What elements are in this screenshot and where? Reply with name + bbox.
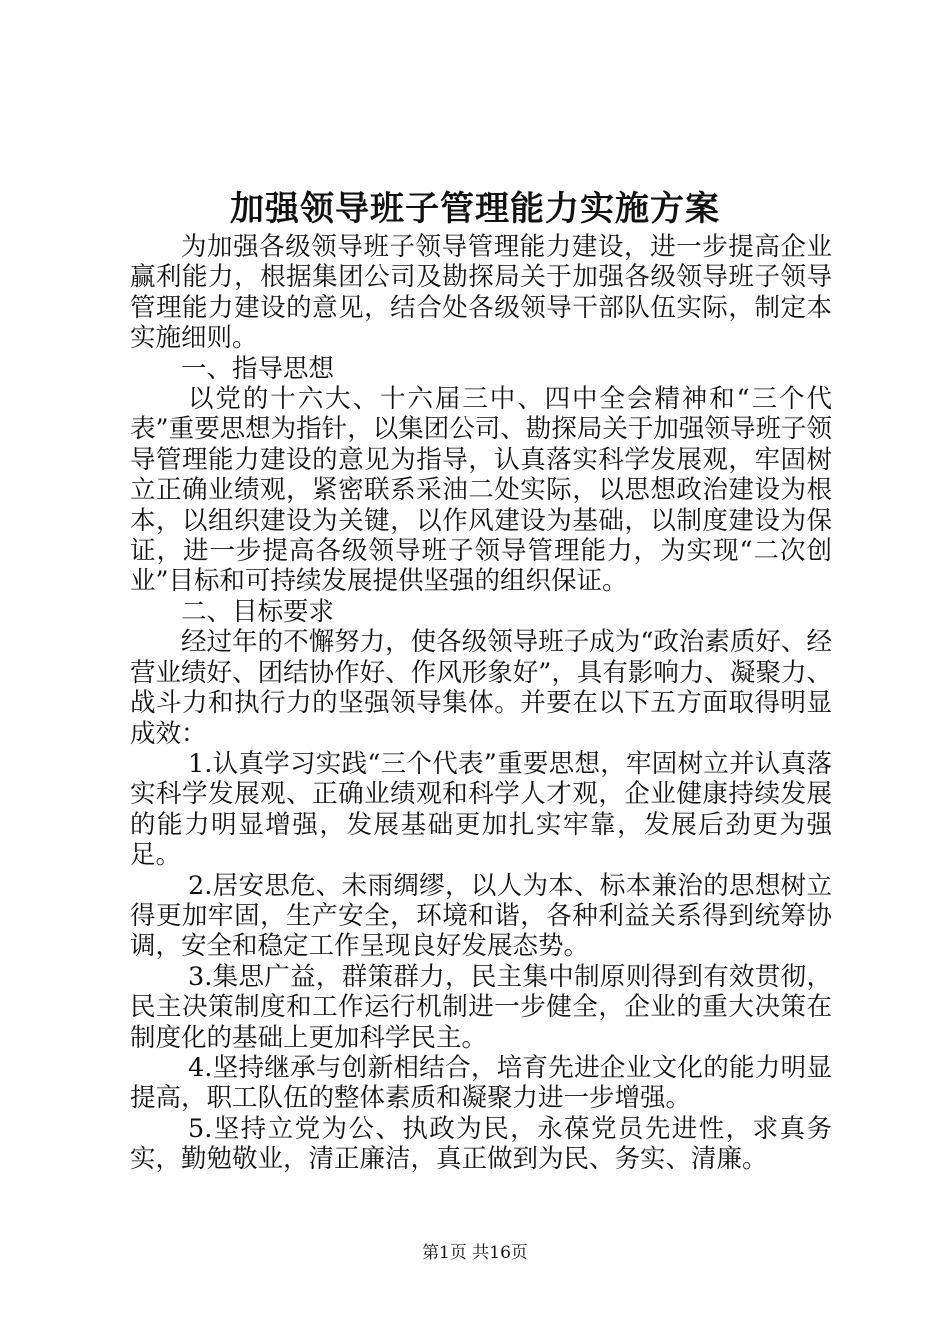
target-requirements-paragraph: 经过年的不懈努力，使各级领导班子成为“政治素质好、经营业绩好、团结协作好、作风形象好”，具有影响力、凝聚力、战斗力和执行力的坚强领导集体。并要在以下五方面取得明显成效： xyxy=(130,627,832,749)
requirement-item-3: 3.集思广益，群策群力，民主集中制原则得到有效贯彻，民主决策制度和工作运行机制进一步健全，企业的重大决策在制度化的基础上更加科学民主。 xyxy=(130,961,832,1053)
requirement-item-1: 1.认真学习实践“三个代表”重要思想，牢固树立并认真落实科学发展观、正确业绩观和科学人才观，企业健康持续发展的能力明显增强，发展基础更加扎实牢靠，发展后劲更为强足。 xyxy=(130,748,832,871)
section-heading-guiding-ideology: 一、指导思想 xyxy=(181,353,335,384)
document-title: 加强领导班子管理能力实施方案 xyxy=(230,189,720,229)
document-body xyxy=(130,232,832,1175)
guiding-ideology-paragraph: 以党的十六大、十六届三中、四中全会精神和“三个代表”重要思想为指针，以集团公司、勘探局关于加强领导班子领导管理能力建设的意见为指导，认真落实科学发展观，牢固树立正确业绩观，紧密联系采油二处实际，以思想政治建设为根本，以组织建设为关键，以作风建设为基础，以制度建设为保证，进一步提高各级领导班子领导管理能力，为实现“二次创业”目标和可持续发展提供坚强的组织保证。 xyxy=(130,384,832,597)
section-heading-target-requirements: 二、目标要求 xyxy=(181,596,335,627)
requirement-item-2: 2.居安思危、未雨绸缪，以人为本、标本兼治的思想树立得更加牢固，生产安全，环境和谐，各种利益关系得到统筹协调，安全和稳定工作呈现良好发展态势。 xyxy=(130,870,832,962)
requirement-item-5: 5.坚持立党为公、执政为民，永葆党员先进性，求真务实，勤勉敬业，清正廉洁，真正做到为民、务实、清廉。 xyxy=(130,1113,832,1175)
intro-paragraph: 为加强各级领导班子领导管理能力建设，进一步提高企业赢利能力，根据集团公司及勘探局关于加强各级领导班子领导管理能力建设的意见，结合处各级领导干部队伍实际，制定本实施细则。 xyxy=(130,232,832,354)
requirement-item-4: 4.坚持继承与创新相结合，培育先进企业文化的能力明显提高，职工队伍的整体素质和凝聚力进一步增强。 xyxy=(130,1052,832,1114)
page-number-footer: 第1页 共16页 xyxy=(422,1243,528,1263)
